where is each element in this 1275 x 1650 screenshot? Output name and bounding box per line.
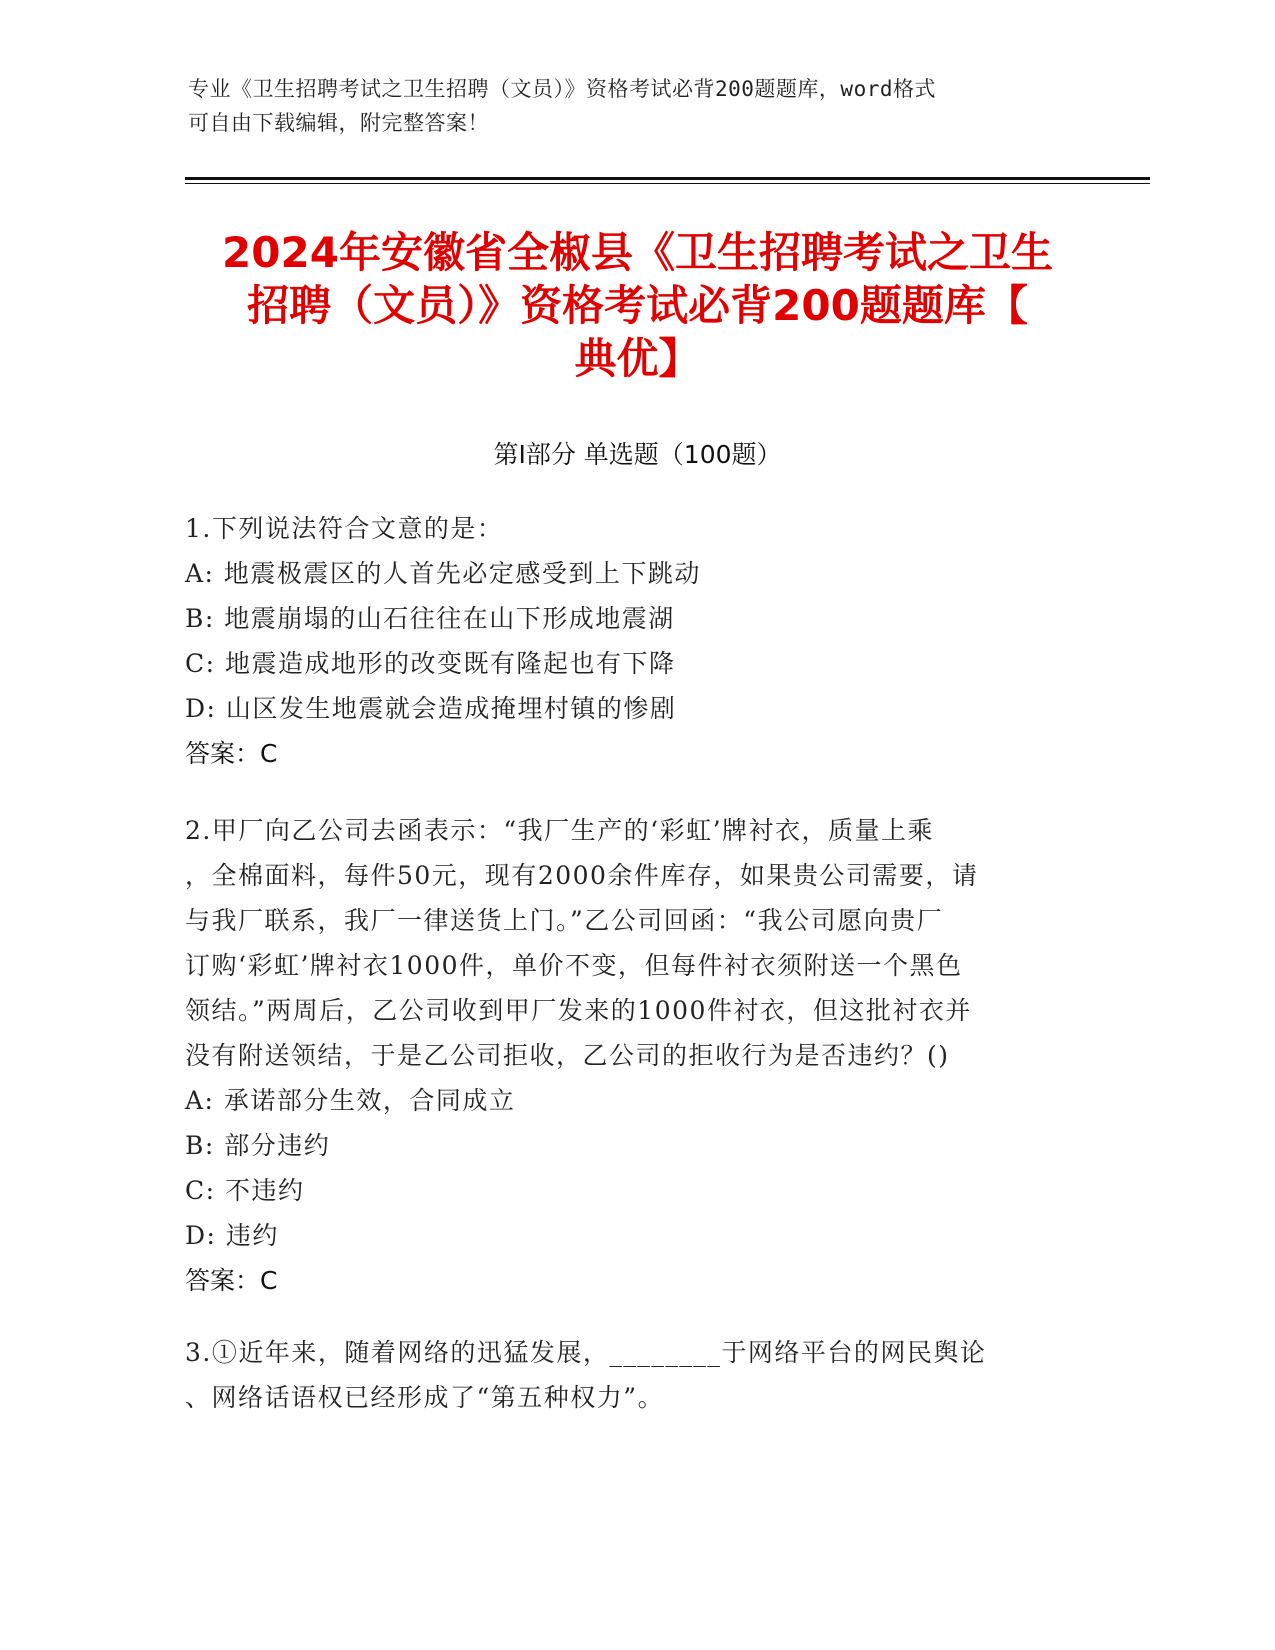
option-a: A: 地震极震区的人首先必定感受到上下跳动 bbox=[185, 559, 701, 588]
header-note-line-2: 可自由下载编辑，附完整答案！ bbox=[188, 111, 489, 135]
question-stem-line: 与我厂联系，我厂一律送货上门。”乙公司回函：“我公司愿向贵厂 bbox=[185, 906, 944, 935]
answer-label: 答案：C bbox=[185, 1266, 278, 1295]
question-stem-line: 1.下列说法符合文意的是： bbox=[185, 514, 504, 543]
header-note bbox=[188, 72, 1068, 140]
question-stem-line: 没有附送领结，于是乙公司拒收，乙公司的拒收行为是否违约？() bbox=[185, 1041, 950, 1070]
option-d: D: 违约 bbox=[185, 1221, 279, 1250]
option-d: D: 山区发生地震就会造成掩埋村镇的惨剧 bbox=[185, 694, 677, 723]
answer-label: 答案：C bbox=[185, 739, 278, 768]
header-rule-thin bbox=[185, 183, 1150, 184]
document-title-line-3: 典优】 bbox=[574, 334, 701, 383]
question-stem-line: 领结。”两周后，乙公司收到甲厂发来的1000件衬衣，但这批衬衣并 bbox=[185, 996, 972, 1025]
option-c: C: 不违约 bbox=[185, 1176, 305, 1205]
document-title-line-2: 招聘（文员）》资格考试必背200题题库【 bbox=[247, 281, 1028, 330]
question-stem-line: 3.①近年来，随着网络的迅猛发展，________于网络平台的网民舆论 bbox=[185, 1338, 987, 1367]
header-rule-thick bbox=[185, 177, 1150, 180]
option-b: B: 部分违约 bbox=[185, 1131, 331, 1160]
question-stem-line: ，全棉面料，每件50元，现有2000余件库存，如果贵公司需要，请 bbox=[185, 861, 979, 890]
header-note-line-1: 专业《卫生招聘考试之卫生招聘（文员）》资格考试必背200题题库，word格式 bbox=[188, 77, 936, 101]
question-stem-line: 订购‘彩虹’牌衬衣1000件，单价不变，但每件衬衣须附送一个黑色 bbox=[185, 951, 963, 980]
option-c: C: 地震造成地形的改变既有隆起也有下降 bbox=[185, 649, 676, 678]
question-2 bbox=[185, 808, 1065, 1303]
option-a: A: 承诺部分生效，合同成立 bbox=[185, 1086, 516, 1115]
section-title: 第Ⅰ部分 单选题（100题） bbox=[493, 440, 782, 469]
document-title-line-1: 2024年安徽省全椒县《卫生招聘考试之卫生 bbox=[222, 228, 1053, 277]
document-title bbox=[170, 226, 1105, 385]
question-stem-line: 、网络话语权已经形成了“第五种权力”。 bbox=[185, 1383, 665, 1412]
question-stem-line: 2.甲厂向乙公司去函表示：“我厂生产的‘彩虹’牌衬衣，质量上乘 bbox=[185, 816, 935, 845]
option-b: B: 地震崩塌的山石往往在山下形成地震湖 bbox=[185, 604, 675, 633]
question-3 bbox=[185, 1330, 1065, 1420]
question-1 bbox=[185, 506, 1065, 776]
